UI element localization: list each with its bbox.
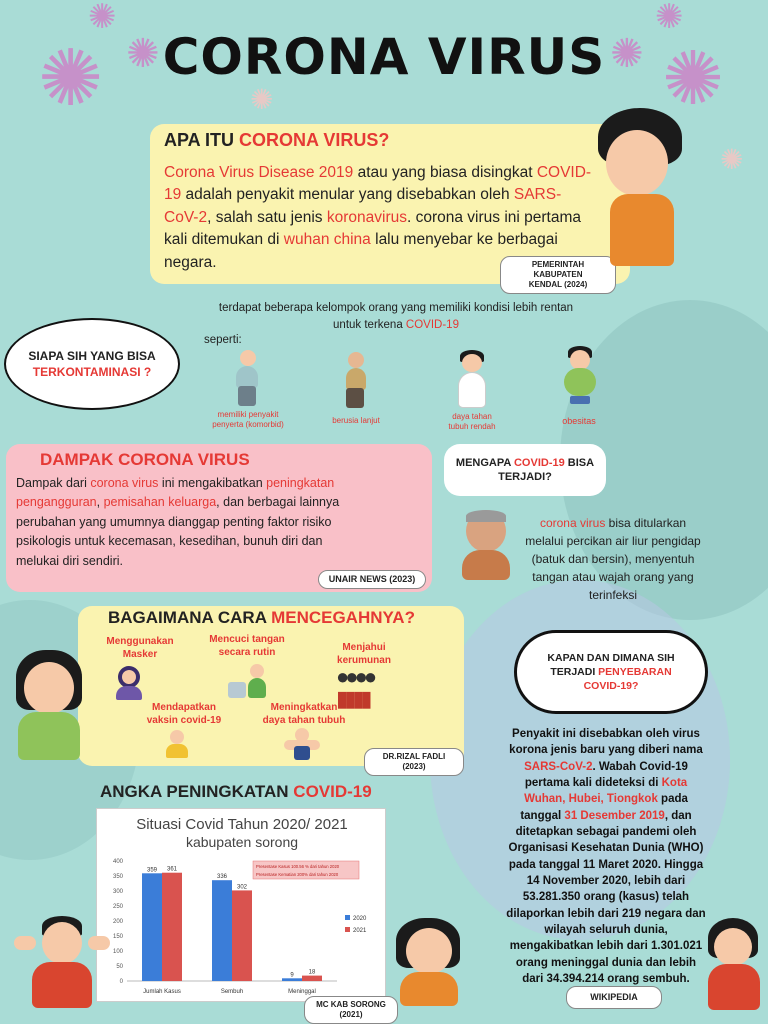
prevention-item-label: Mencuci tangan secara rutin	[209, 634, 285, 658]
mask-icon	[116, 666, 142, 700]
body-text: , dan berbagai lainnya perubahan yang umumnya dianggap penting faktor risiko psikologis untuk kecemasan, kesedihan, bunuh diri dan melukai diri sendiri.	[16, 495, 340, 568]
virus-icon: ✺	[610, 31, 644, 77]
body-text: . corona virus ini pertama kali ditemukan di	[164, 208, 582, 249]
bar-2020	[142, 873, 162, 981]
what-is-heading	[164, 130, 389, 151]
page-title: CORONA VIRUS	[162, 28, 606, 86]
virus-icon: ✺	[126, 31, 160, 77]
weak-person-icon	[452, 350, 492, 408]
data-label: 359	[146, 867, 158, 874]
bubble-line: SIAPA SIH YANG BISA	[28, 348, 156, 363]
prevention-item-label: Menggunakan Masker	[106, 636, 174, 660]
sick-person-icon	[228, 350, 268, 406]
vaccine-icon	[166, 730, 188, 758]
y-tick-label: 150	[112, 934, 123, 940]
data-label: 361	[166, 866, 178, 873]
source-tag: MC KAB SORONG (2021)	[304, 996, 398, 1024]
coughing-man-illustration	[460, 510, 512, 580]
body-text: bisa ditularkan melalui percikan air liur pengidap (batuk dan bersin), menyentuh tangan atau wajah orang yang terinfeksi	[525, 516, 701, 602]
body-text: atau yang biasa disingkat	[353, 164, 537, 181]
obese-person-icon	[560, 346, 600, 406]
legend-label: 2021	[353, 928, 367, 934]
when-where-bubble: KAPAN DAN DIMANA SIH TERJADI PENYEBARAN COVID-19?	[514, 630, 708, 714]
legend-swatch	[345, 927, 350, 932]
data-label: 302	[236, 884, 248, 891]
x-tick-label: Sembuh	[220, 989, 244, 995]
handwash-icon	[228, 664, 268, 700]
sick-girl-illustration	[394, 918, 464, 1006]
virus-icon: ✺	[88, 0, 117, 37]
intro-highlight: COVID-19	[405, 318, 459, 331]
data-label: 18	[308, 969, 316, 976]
chart-container	[96, 808, 386, 1002]
virus-icon: ✺	[662, 36, 725, 122]
body-text: Dampak dari	[16, 476, 91, 490]
body-text: adalah penyakit menular yang disebabkan oleh	[181, 186, 514, 204]
bar-2020	[282, 978, 302, 981]
why-bubble: MENGAPA COVID-19 BISA TERJADI?	[444, 444, 606, 496]
y-tick-label: 400	[112, 859, 123, 865]
when-body	[506, 726, 706, 987]
boy-illustration	[14, 916, 110, 1008]
y-tick-label: 100	[112, 949, 123, 955]
y-tick-label: 350	[112, 874, 123, 880]
intro-line: untuk terkena	[333, 318, 406, 331]
source-line: KENDAL (2024)	[528, 280, 588, 289]
girl-illustration	[12, 650, 86, 760]
virus-icon: ✺	[38, 34, 104, 124]
virus-icon: ✺	[655, 0, 684, 37]
body-text: Penyakit ini disebabkan oleh virus korona jenis baru yang diberi nama	[509, 728, 703, 757]
stats-heading: ANGKA PENINGKATAN COVID-19	[100, 782, 372, 801]
highlight-text: Kota Wuhan, Hubei, Tiongkok	[524, 776, 688, 806]
highlight-text: 31 Desember 2019	[564, 809, 665, 822]
strong-person-icon	[284, 728, 320, 760]
prevention-item-label: Menjahui kerumunan	[337, 642, 391, 666]
who-can-be-infected-bubble	[4, 318, 180, 410]
body-text: ini mengakibatkan	[158, 476, 267, 490]
y-tick-label: 50	[116, 964, 123, 970]
girl-illustration	[592, 108, 692, 268]
highlight-text: peningkatan pengangguran	[16, 476, 335, 510]
heading-text: APA ITU	[164, 130, 239, 150]
body-text: pada tanggal	[520, 793, 688, 822]
legend-label: 2020	[353, 916, 367, 922]
girl-illustration	[704, 918, 764, 1010]
annotation-text: Presentase Kematian 200% dari tahun 2020	[256, 872, 339, 877]
body-text: lalu menyebar ke berbagai negara.	[164, 231, 558, 271]
source-line: PEMERINTAH KABUPATEN	[531, 260, 585, 279]
highlight-text: corona virus	[90, 476, 159, 490]
virus-icon: ✺	[250, 83, 274, 116]
bar-2021	[302, 976, 322, 981]
y-tick-label: 200	[112, 919, 123, 925]
highlight-text: pemisahan keluarga	[103, 495, 217, 510]
highlight-text: COVID-19	[164, 164, 592, 204]
highlight-text: Corona Virus Disease 2019	[164, 164, 354, 181]
group-label: memiliki penyakit penyerta (komorbid)	[212, 410, 284, 429]
bar-2020	[212, 880, 232, 981]
bar-2021	[162, 873, 182, 981]
source-tag: UNAIR NEWS (2023)	[318, 570, 426, 589]
source-tag: DR.RIZAL FADLI (2023)	[364, 748, 464, 776]
legend-swatch	[345, 915, 350, 920]
x-tick-label: Jumlah Kasus	[143, 989, 181, 995]
chart-title: Situasi Covid Tahun 2020/ 2021	[136, 816, 348, 833]
data-label: 336	[216, 874, 228, 881]
highlight-text: corona virus	[539, 516, 606, 530]
x-tick-label: Meninggal	[288, 989, 316, 995]
why-body	[520, 514, 706, 604]
y-tick-label: 0	[119, 979, 123, 985]
vulnerable-intro	[176, 300, 616, 333]
intro-line: terdapat beberapa kelompok orang yang memiliki kondisi lebih rentan	[218, 302, 574, 314]
highlight-text: SARS-CoV-2	[524, 760, 593, 773]
group-label: obesitas	[562, 416, 596, 426]
body-text: . Wabah Covid-19 pertama kali dideteksi di	[524, 760, 688, 789]
body-text: ,	[96, 495, 104, 510]
highlight-text: koronavirus	[326, 208, 407, 226]
prevention-heading: BAGAIMANA CARA MENCEGAHNYA?	[108, 608, 415, 627]
group-label: berusia lanjut	[332, 416, 380, 425]
elderly-person-icon	[336, 352, 376, 408]
y-tick-label: 300	[112, 889, 123, 895]
source-tag: WIKIPEDIA	[566, 986, 662, 1009]
bubble-line: TERKONTAMINASI ?	[32, 365, 152, 379]
y-tick-label: 250	[112, 904, 123, 910]
seperti-label: seperti:	[204, 334, 242, 346]
prevention-item-label: Meningkatkan daya tahan tubuh	[262, 702, 346, 726]
impact-body	[16, 474, 366, 571]
bar-chart	[97, 809, 387, 1003]
heading-highlight: CORONA VIRUS?	[239, 130, 390, 150]
annotation-text: Presentase Kasus 100.56 % dari tahun 2020	[256, 864, 340, 869]
body-text: , salah satu jenis	[207, 208, 327, 226]
bar-2021	[232, 890, 252, 981]
impact-heading: DAMPAK CORONA VIRUS	[40, 450, 250, 469]
body-text: , dan ditetapkan sebagai pandemi oleh Organisasi Kesehatan Dunia (WHO) pada tanggal 11 Maret 2020. Hingga 14 November 2020, lebih dari 53.281.350 orang (kasus) telah dilaporkan lebih dari 219 negara dan wilayah seluruh dunia, mengakibatkan lebih dari 1.301.021 orang meninggal dunia dan lebih dari 34.394.214 orang sembuh.	[506, 809, 706, 985]
data-label: 9	[290, 972, 294, 979]
virus-icon: ✺	[720, 143, 744, 176]
highlight-text: SARS-CoV-2	[164, 186, 562, 226]
crowd-icon: ●●●● ▮▮▮▮	[336, 664, 374, 711]
chart-subtitle: kabupaten sorong	[185, 834, 299, 850]
group-label: daya tahan tubuh rendah	[448, 412, 496, 431]
highlight-text: wuhan china	[283, 231, 371, 249]
prevention-item-label: Mendapatkan vaksin covid-19	[146, 702, 222, 726]
